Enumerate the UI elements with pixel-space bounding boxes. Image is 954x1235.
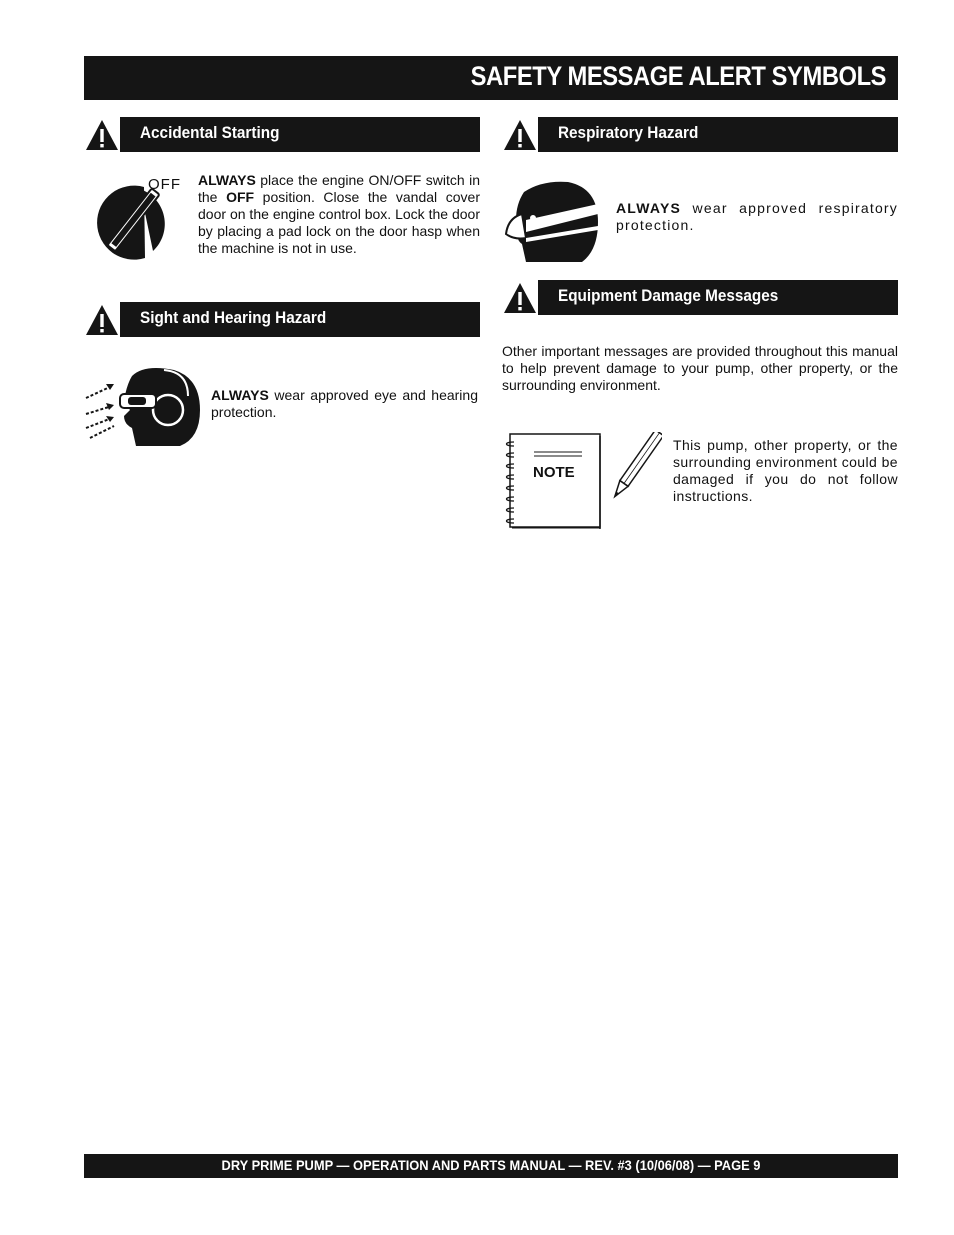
section-heading: Equipment Damage Messages: [558, 286, 779, 305]
page-title-bar: [84, 56, 898, 100]
eye-ear-protection-icon: [84, 366, 204, 448]
always-label: ALWAYS: [198, 172, 256, 188]
equipment-damage-intro: Other important messages are provided throughout this manual to help prevent damage to your pump, other property, or the surrounding environment.: [502, 343, 898, 393]
equipment-damage-header: [502, 280, 898, 315]
off-label: OFF: [148, 176, 181, 193]
off-switch-icon: [84, 175, 188, 263]
text-fragment: position. Close the vandal cover door on the engine control box. Lock the door by placing a pad lock on the door hasp when the machine is not in use.: [198, 189, 480, 256]
footer-text: DRY PRIME PUMP — OPERATION AND PARTS MANUAL — REV. #3 (10/06/08) — PAGE 9: [221, 1157, 761, 1173]
note-text: This pump, other property, or the surrounding environment could be damaged if you do not follow instructions.: [673, 437, 898, 504]
off-bold: OFF: [226, 189, 255, 205]
respiratory-hazard-header: [502, 117, 898, 152]
sight-hearing-header: [84, 302, 480, 337]
text-fragment: place the engine ON/OFF switch in the: [198, 172, 480, 205]
respiratory-text: [616, 200, 898, 234]
note-label: NOTE: [533, 464, 575, 481]
warning-triangle-icon: [84, 302, 120, 337]
section-heading: Accidental Starting: [140, 123, 280, 142]
always-label: ALWAYS: [211, 387, 269, 403]
warning-triangle-icon: [502, 117, 538, 152]
always-label: ALWAYS: [616, 200, 682, 216]
warning-triangle-icon: [84, 117, 120, 152]
notepad-pencil-icon: [502, 432, 662, 530]
page-footer: [84, 1154, 898, 1178]
sight-hearing-text: [211, 387, 478, 421]
section-heading: Respiratory Hazard: [558, 123, 699, 142]
respirator-icon: [502, 178, 602, 266]
accidental-starting-text: [198, 172, 480, 257]
warning-triangle-icon: [502, 280, 538, 315]
text-fragment: wear approved respiratory protection.: [616, 200, 898, 233]
section-heading: Sight and Hearing Hazard: [140, 308, 327, 327]
text-fragment: wear approved eye and hearing protection.: [211, 387, 478, 420]
page-title: SAFETY MESSAGE ALERT SYMBOLS: [470, 61, 886, 91]
accidental-starting-header: [84, 117, 480, 152]
